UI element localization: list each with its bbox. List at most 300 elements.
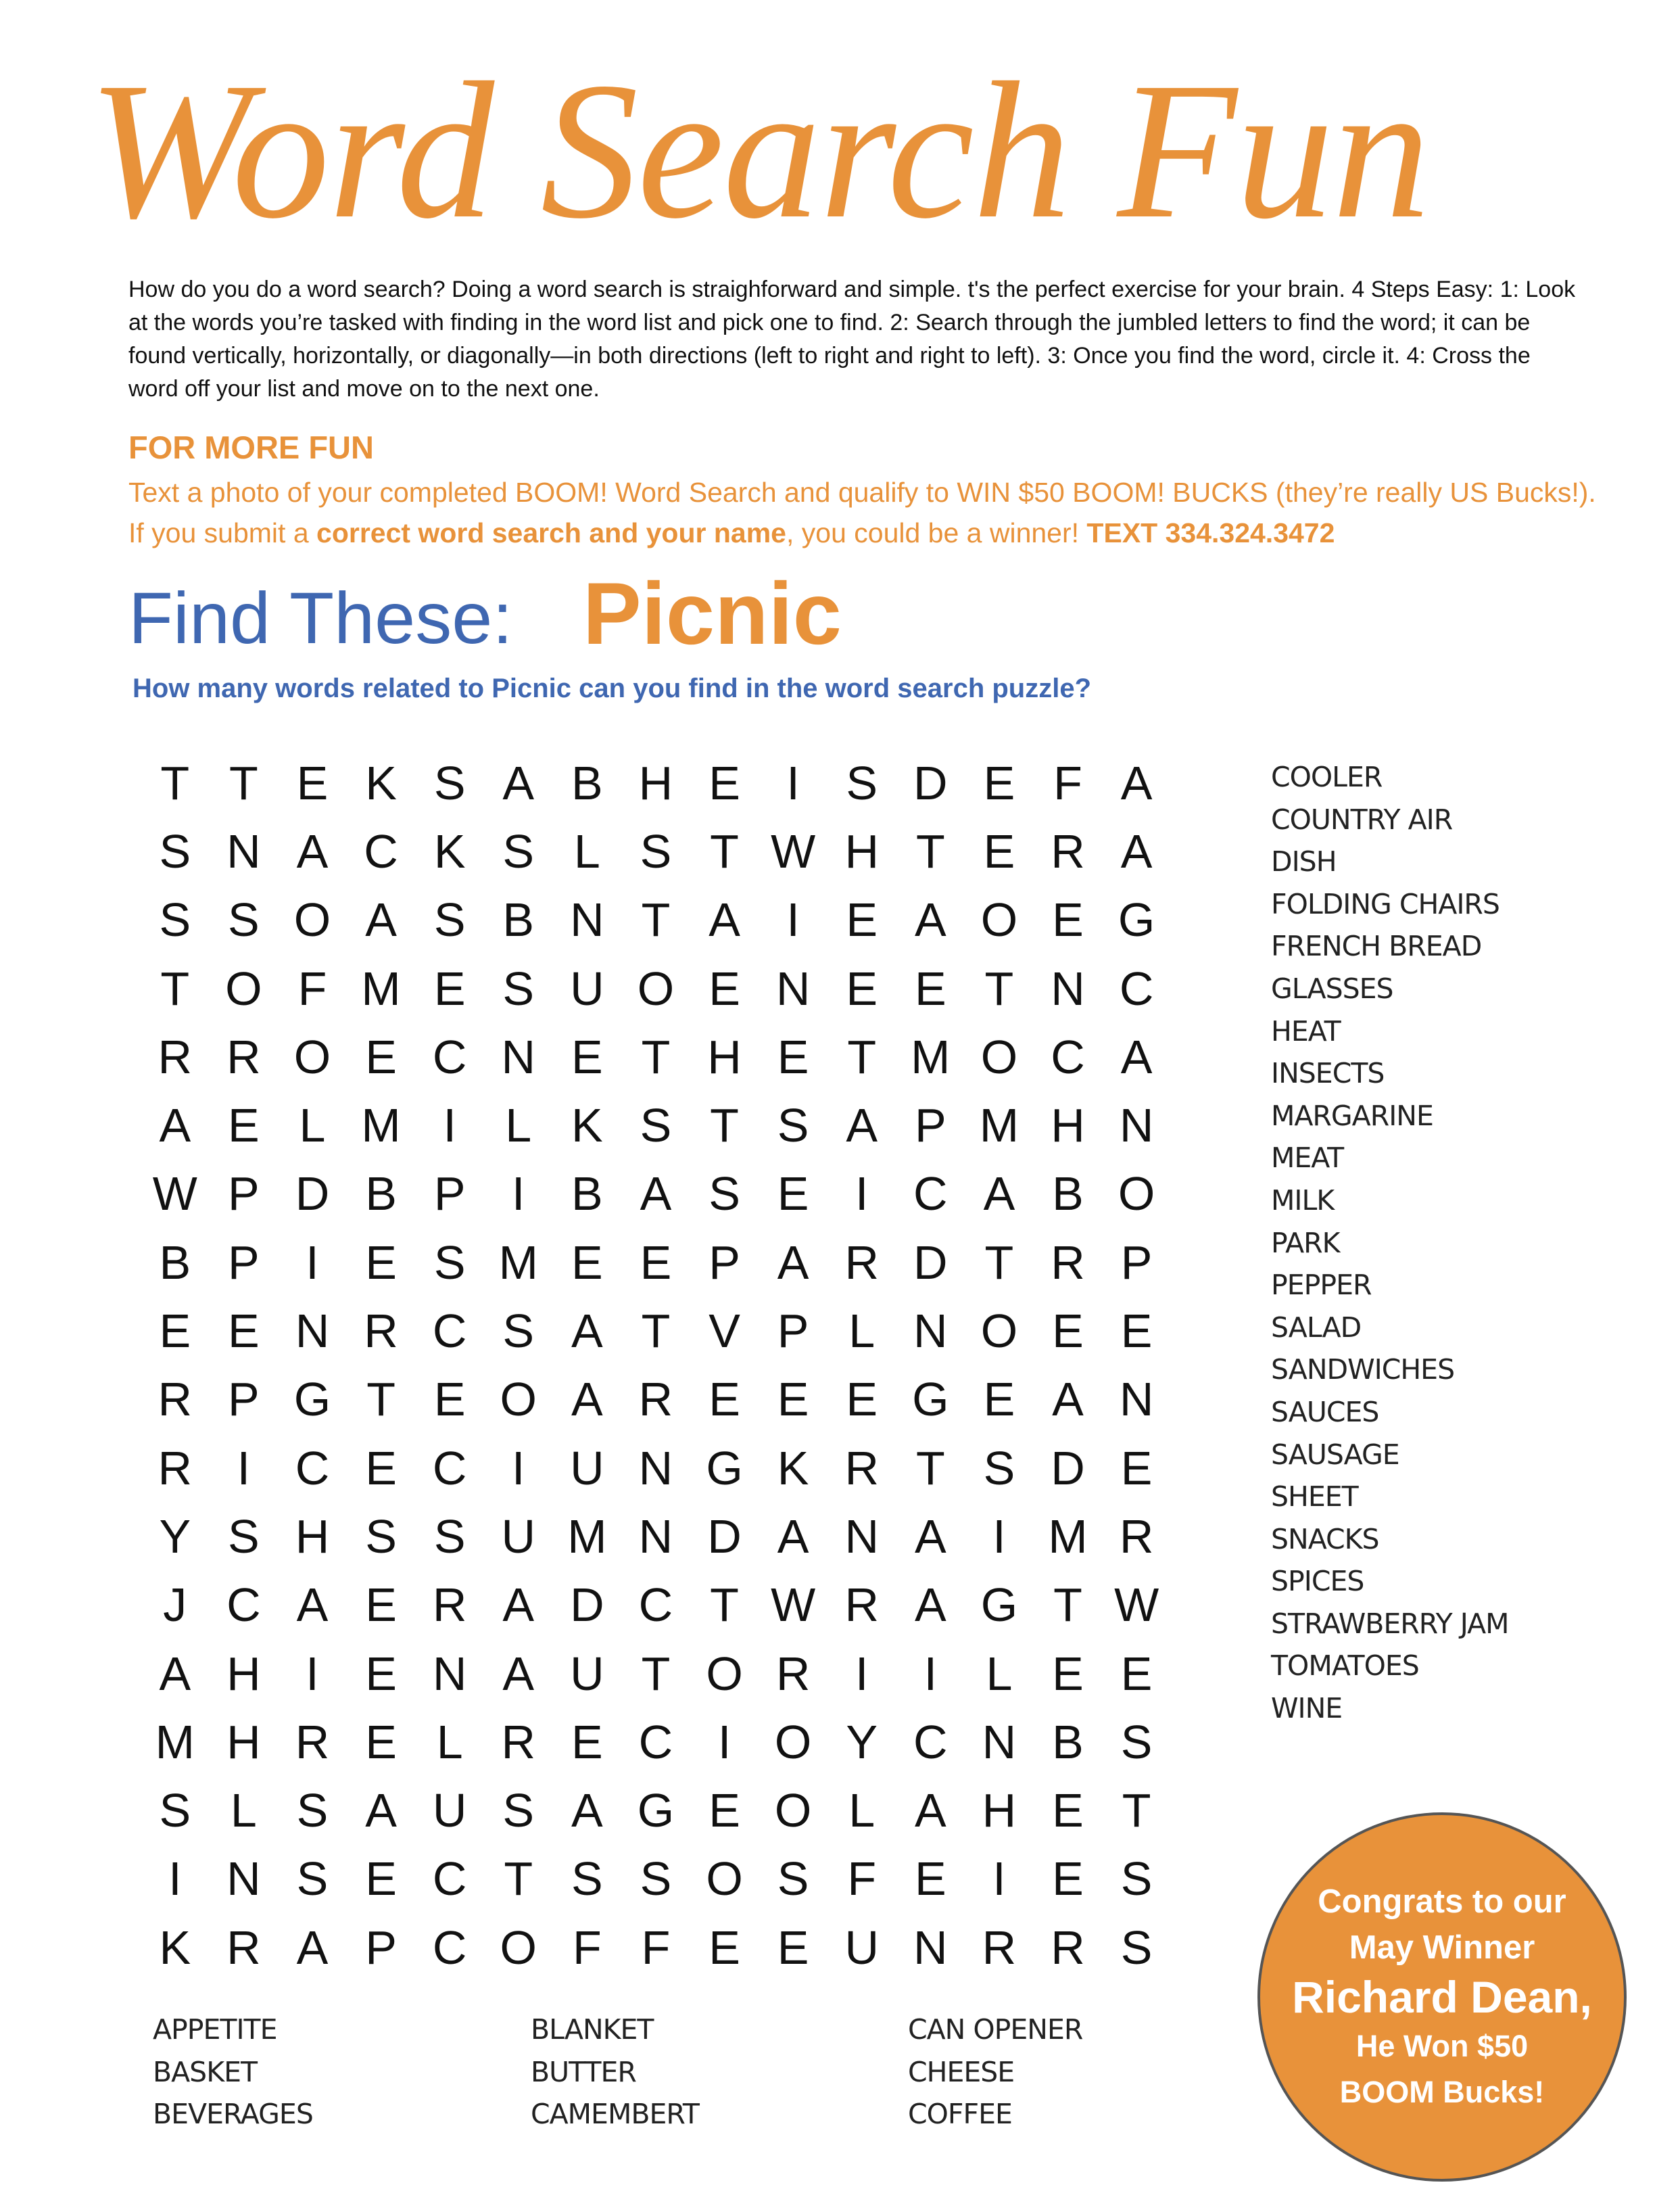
word-list-item: DISH	[1271, 845, 1337, 878]
grid-letter: C	[295, 1441, 330, 1495]
grid-letter: I	[443, 1099, 456, 1152]
grid-letter: C	[432, 1441, 467, 1495]
grid-letter: H	[226, 1647, 261, 1700]
grid-letter: A	[914, 1509, 946, 1563]
grid-letter: A	[777, 1236, 809, 1289]
word-list-item: SALAD	[1271, 1311, 1362, 1344]
grid-letter: R	[432, 1578, 467, 1632]
letter-grid	[141, 749, 1171, 1981]
grid-letter: E	[846, 893, 878, 947]
winner-badge	[1257, 1812, 1627, 2182]
grid-letter: M	[361, 962, 401, 1015]
puzzle-subtitle: How many words related to Picnic can you find in the word search puzzle?	[133, 674, 1092, 703]
grid-letter: D	[295, 1167, 330, 1221]
grid-letter: R	[844, 1236, 880, 1289]
grid-letter: L	[436, 1715, 463, 1768]
word-list-item: CAN OPENER	[908, 2013, 1083, 2046]
page-title: Word Search Fun	[88, 42, 1429, 259]
grid-letter: A	[502, 1647, 535, 1700]
grid-letter: O	[225, 962, 262, 1015]
grid-letter: U	[570, 1647, 604, 1700]
grid-letter: F	[572, 1921, 602, 1974]
grid-letter: T	[710, 1578, 739, 1632]
grid-letter: A	[914, 1578, 946, 1632]
grid-letter: G	[637, 1784, 675, 1837]
word-list-item: COFFEE	[908, 2098, 1012, 2131]
grid-letter: A	[777, 1509, 809, 1563]
grid-letter: E	[365, 1715, 397, 1768]
grid-letter: R	[638, 1373, 673, 1426]
grid-letter: S	[502, 824, 535, 878]
grid-letter: J	[163, 1578, 187, 1632]
grid-letter: E	[1120, 1304, 1153, 1358]
grid-letter: H	[982, 1784, 1017, 1837]
grid-letter: D	[913, 756, 948, 809]
word-list-item: MEAT	[1271, 1142, 1344, 1175]
grid-letter: L	[573, 824, 600, 878]
grid-letter: C	[364, 824, 398, 878]
grid-letter: O	[500, 1921, 537, 1974]
grid-letter: E	[709, 1373, 740, 1426]
text-phone-number: TEXT 334.324.3472	[1086, 517, 1335, 548]
intro-text: How do you do a word search? Doing a word search is straighforward and simple. t's the perfect exercise for your brain. 4 Steps Easy: 1: Look at the words you’re tasked with finding in the word list and pick one to find. 2: Search through the jumbled letters to find the word; it can be found vertically, horizontally, or diagonally—in both directions (left to right and right to left). 3: Once you find the word, circle it. 4: Cross the word off your list and move on to the next one.	[128, 277, 1576, 402]
grid-letter: B	[1052, 1167, 1084, 1221]
grid-letter: W	[1114, 1578, 1159, 1632]
word-list-item: FOLDING CHAIRS	[1271, 887, 1499, 920]
grid-letter: A	[365, 893, 397, 947]
grid-letter: A	[709, 893, 740, 947]
grid-letter: R	[844, 1441, 880, 1495]
word-list-item: SAUCES	[1271, 1395, 1379, 1428]
grid-letter: A	[159, 1647, 191, 1700]
grid-letter: N	[982, 1715, 1017, 1768]
grid-letter: U	[570, 1441, 604, 1495]
grid-letter: K	[433, 824, 466, 878]
word-list-item: PEPPER	[1271, 1269, 1372, 1302]
grid-letter: M	[155, 1715, 195, 1768]
grid-letter: S	[502, 1304, 535, 1358]
grid-letter: N	[1119, 1373, 1154, 1426]
grid-letter: P	[228, 1373, 260, 1426]
grid-letter: E	[365, 1236, 397, 1289]
grid-letter: P	[709, 1236, 740, 1289]
grid-letter: R	[158, 1373, 193, 1426]
grid-letter: O	[293, 1030, 331, 1083]
grid-letter: I	[992, 1509, 1006, 1563]
grid-letter: T	[160, 962, 190, 1015]
grid-letter: I	[786, 756, 800, 809]
grid-letter: A	[640, 1167, 672, 1221]
word-list-item: MARGARINE	[1271, 1099, 1433, 1132]
grid-letter: T	[504, 1852, 533, 1906]
grid-letter: P	[228, 1167, 260, 1221]
grid-letter: B	[571, 1167, 603, 1221]
word-list-item: PARK	[1271, 1226, 1340, 1259]
grid-letter: R	[1051, 824, 1085, 878]
more-fun-text	[128, 472, 1616, 553]
word-list-item: SHEET	[1271, 1480, 1358, 1513]
badge-prize: He Won $50	[1355, 2029, 1529, 2063]
grid-letter: U	[501, 1509, 536, 1563]
grid-letter: M	[911, 1030, 951, 1083]
find-these-label: Find These:	[128, 577, 513, 659]
grid-letter: C	[913, 1167, 948, 1221]
grid-letter: T	[641, 1030, 671, 1083]
grid-letter: N	[295, 1304, 330, 1358]
grid-letter: S	[709, 1167, 740, 1221]
grid-letter: N	[913, 1304, 948, 1358]
grid-letter: G	[980, 1578, 1018, 1632]
grid-letter: S	[433, 756, 466, 809]
grid-letter: C	[638, 1715, 673, 1768]
grid-letter: C	[432, 1921, 467, 1974]
word-list-item: MILK	[1271, 1183, 1335, 1217]
grid-letter: T	[847, 1030, 877, 1083]
grid-letter: G	[1118, 893, 1155, 947]
grid-letter: B	[365, 1167, 397, 1221]
grid-letter: E	[1052, 1852, 1084, 1906]
grid-letter: H	[295, 1509, 330, 1563]
grid-letter: I	[237, 1441, 251, 1495]
grid-letter: N	[775, 962, 811, 1015]
grid-letter: S	[365, 1509, 397, 1563]
grid-letter: S	[228, 1509, 260, 1563]
grid-letter: T	[915, 824, 945, 878]
grid-letter: R	[364, 1304, 398, 1358]
grid-letter: E	[1052, 893, 1084, 947]
word-list-item: INSECTS	[1271, 1057, 1385, 1090]
grid-letter: A	[571, 1373, 603, 1426]
grid-letter: I	[923, 1647, 938, 1700]
grid-letter: D	[570, 1578, 604, 1632]
more-fun-bold-text: correct word search and your name	[316, 517, 786, 548]
grid-letter: E	[914, 1852, 946, 1906]
grid-letter: T	[710, 824, 739, 878]
grid-letter: T	[366, 1373, 395, 1426]
grid-letter: N	[844, 1509, 880, 1563]
grid-letter: A	[914, 1784, 946, 1837]
grid-letter: N	[638, 1441, 673, 1495]
grid-letter: I	[306, 1647, 319, 1700]
grid-letter: U	[570, 962, 604, 1015]
grid-letter: O	[637, 962, 675, 1015]
grid-letter: N	[226, 1852, 261, 1906]
grid-letter: W	[771, 1578, 816, 1632]
grid-letter: Y	[846, 1715, 878, 1768]
grid-letter: E	[777, 1030, 809, 1083]
grid-letter: S	[502, 1784, 535, 1837]
word-list-item: SPICES	[1271, 1565, 1364, 1598]
grid-letter: T	[229, 756, 258, 809]
grid-letter: T	[641, 1647, 671, 1700]
grid-letter: N	[432, 1647, 467, 1700]
grid-letter: S	[983, 1441, 1015, 1495]
grid-letter: H	[1051, 1099, 1085, 1152]
grid-letter: N	[1051, 962, 1085, 1015]
grid-letter: K	[571, 1099, 603, 1152]
grid-letter: A	[983, 1167, 1015, 1221]
grid-letter: E	[777, 1167, 809, 1221]
word-list-item: TOMATOES	[1271, 1649, 1419, 1683]
grid-letter: M	[567, 1509, 607, 1563]
grid-letter: O	[500, 1373, 537, 1426]
grid-letter: F	[1053, 756, 1082, 809]
grid-letter: S	[1120, 1715, 1153, 1768]
grid-letter: E	[571, 1715, 603, 1768]
grid-letter: M	[979, 1099, 1019, 1152]
more-fun-text-part-1: Text a photo of your completed BOOM! Word Search and qualify to WIN $50 BOOM! BUCKS (they’re really US Bucks!). If you submit a	[128, 477, 1596, 548]
grid-letter: A	[296, 1921, 329, 1974]
grid-letter: D	[1051, 1441, 1085, 1495]
grid-letter: W	[152, 1167, 197, 1221]
word-list-item: APPETITE	[153, 2013, 277, 2046]
grid-letter: I	[168, 1852, 182, 1906]
grid-letter: T	[984, 1236, 1014, 1289]
grid-letter: L	[505, 1099, 532, 1152]
grid-letter: A	[914, 893, 946, 947]
grid-letter: S	[433, 1509, 466, 1563]
grid-letter: P	[1120, 1236, 1153, 1289]
grid-letter: C	[432, 1304, 467, 1358]
badge-winner-name: Richard Dean,	[1292, 1972, 1592, 2022]
grid-letter: A	[159, 1099, 191, 1152]
grid-letter: S	[777, 1852, 809, 1906]
grid-letter: M	[361, 1099, 401, 1152]
grid-letter: E	[709, 756, 740, 809]
grid-letter: A	[296, 1578, 329, 1632]
grid-letter: S	[159, 893, 191, 947]
grid-letter: E	[777, 1373, 809, 1426]
grid-letter: A	[1052, 1373, 1084, 1426]
word-list-item: HEAT	[1271, 1014, 1341, 1048]
grid-letter: A	[846, 1099, 878, 1152]
grid-letter: O	[980, 1030, 1018, 1083]
grid-letter: R	[226, 1921, 261, 1974]
grid-letter: H	[226, 1715, 261, 1768]
grid-letter: P	[914, 1099, 946, 1152]
grid-letter: R	[1119, 1509, 1154, 1563]
grid-letter: S	[159, 824, 191, 878]
grid-letter: M	[1048, 1509, 1088, 1563]
grid-letter: V	[709, 1304, 740, 1358]
grid-letter: P	[433, 1167, 466, 1221]
grid-letter: O	[706, 1647, 743, 1700]
grid-letter: I	[992, 1852, 1006, 1906]
grid-letter: E	[571, 1236, 603, 1289]
word-list-bottom-col-3	[908, 2008, 1082, 2136]
grid-letter: T	[1122, 1784, 1151, 1837]
grid-letter: S	[846, 756, 878, 809]
puzzle-topic: Picnic	[583, 564, 842, 663]
grid-letter: O	[980, 893, 1018, 947]
grid-letter: T	[160, 756, 190, 809]
grid-letter: E	[365, 1441, 397, 1495]
badge-congrats: Congrats to our	[1318, 1883, 1566, 1920]
grid-letter: I	[717, 1715, 731, 1768]
grid-letter: B	[159, 1236, 191, 1289]
grid-letter: C	[226, 1578, 261, 1632]
grid-letter: E	[1052, 1784, 1084, 1837]
grid-letter: P	[228, 1236, 260, 1289]
grid-letter: K	[159, 1921, 191, 1974]
grid-letter: E	[571, 1030, 603, 1083]
grid-letter: O	[774, 1784, 812, 1837]
grid-letter: F	[641, 1921, 671, 1974]
grid-letter: E	[228, 1304, 260, 1358]
grid-letter: S	[433, 893, 466, 947]
grid-letter: R	[775, 1647, 811, 1700]
grid-letter: R	[844, 1578, 880, 1632]
grid-letter: E	[709, 1784, 740, 1837]
grid-letter: L	[848, 1304, 875, 1358]
grid-letter: R	[982, 1921, 1017, 1974]
grid-letter: U	[432, 1784, 467, 1837]
grid-letter: H	[844, 824, 880, 878]
grid-letter: E	[365, 1578, 397, 1632]
word-list-item: CAMEMBERT	[531, 2098, 699, 2131]
grid-letter: R	[226, 1030, 261, 1083]
grid-letter: G	[293, 1373, 331, 1426]
grid-letter: T	[710, 1099, 739, 1152]
grid-letter: E	[228, 1099, 260, 1152]
word-list-item: SANDWICHES	[1271, 1353, 1455, 1386]
grid-letter: N	[570, 893, 604, 947]
grid-letter: E	[365, 1030, 397, 1083]
grid-letter: R	[158, 1441, 193, 1495]
grid-letter: S	[640, 1099, 672, 1152]
word-list-item: STRAWBERRY JAM	[1271, 1607, 1509, 1640]
grid-letter: I	[306, 1236, 319, 1289]
grid-letter: C	[638, 1578, 673, 1632]
word-list-item: BLANKET	[531, 2013, 654, 2046]
grid-letter: R	[501, 1715, 536, 1768]
grid-letter: O	[1118, 1167, 1155, 1221]
grid-letter: R	[158, 1030, 193, 1083]
grid-letter: D	[913, 1236, 948, 1289]
badge-month-winner: May Winner	[1349, 1929, 1535, 1966]
grid-letter: N	[226, 824, 261, 878]
grid-letter: T	[984, 962, 1014, 1015]
word-list-bottom-col-1	[153, 2008, 313, 2136]
word-list-item: FRENCH BREAD	[1271, 930, 1482, 963]
grid-letter: T	[1053, 1578, 1082, 1632]
grid-letter: N	[1119, 1099, 1154, 1152]
grid-letter: O	[293, 893, 331, 947]
grid-letter: E	[296, 756, 329, 809]
grid-letter: T	[915, 1441, 945, 1495]
grid-letter: C	[432, 1030, 467, 1083]
grid-letter: E	[914, 962, 946, 1015]
grid-letter: C	[913, 1715, 948, 1768]
grid-letter: W	[771, 824, 816, 878]
grid-letter: E	[983, 824, 1015, 878]
grid-letter: E	[846, 962, 878, 1015]
more-fun-heading: FOR MORE FUN	[128, 429, 374, 465]
grid-letter: A	[365, 1784, 397, 1837]
word-list-item: WINE	[1271, 1692, 1343, 1725]
grid-letter: E	[433, 1373, 466, 1426]
word-list-item: COUNTRY AIR	[1271, 803, 1453, 836]
grid-letter: S	[640, 1852, 672, 1906]
grid-letter: H	[638, 756, 673, 809]
grid-letter: S	[1120, 1852, 1153, 1906]
grid-letter: E	[1120, 1441, 1153, 1495]
grid-letter: E	[1052, 1647, 1084, 1700]
grid-letter: I	[855, 1647, 869, 1700]
grid-letter: P	[777, 1304, 809, 1358]
grid-letter: S	[433, 1236, 466, 1289]
grid-letter: I	[786, 893, 800, 947]
grid-letter: F	[847, 1852, 877, 1906]
grid-letter: A	[571, 1304, 603, 1358]
grid-letter: E	[159, 1304, 191, 1358]
grid-letter: A	[1120, 756, 1153, 809]
word-list-item: SNACKS	[1271, 1522, 1379, 1555]
grid-letter: R	[295, 1715, 330, 1768]
grid-letter: Y	[159, 1509, 191, 1563]
grid-letter: L	[299, 1099, 326, 1152]
word-list-bottom-col-2	[531, 2008, 699, 2136]
grid-letter: A	[502, 756, 535, 809]
word-list-item: BEVERAGES	[153, 2098, 313, 2131]
grid-letter: A	[296, 824, 329, 878]
grid-letter: O	[774, 1715, 812, 1768]
grid-letter: N	[913, 1921, 948, 1974]
word-list-item: CHEESE	[908, 2055, 1015, 2088]
grid-letter: B	[502, 893, 535, 947]
grid-letter: S	[1120, 1921, 1153, 1974]
grid-letter: R	[1051, 1921, 1085, 1974]
grid-letter: L	[230, 1784, 257, 1837]
grid-letter: C	[1051, 1030, 1085, 1083]
grid-letter: T	[641, 893, 671, 947]
grid-letter: S	[296, 1852, 329, 1906]
grid-letter: S	[640, 824, 672, 878]
grid-letter: A	[502, 1578, 535, 1632]
grid-letter: K	[777, 1441, 809, 1495]
grid-letter: B	[1052, 1715, 1084, 1768]
grid-letter: T	[641, 1304, 671, 1358]
grid-letter: D	[707, 1509, 742, 1563]
grid-letter: E	[777, 1921, 809, 1974]
grid-letter: E	[1052, 1304, 1084, 1358]
grid-letter: S	[159, 1784, 191, 1837]
grid-letter: P	[365, 1921, 397, 1974]
grid-letter: C	[432, 1852, 467, 1906]
grid-letter: L	[848, 1784, 875, 1837]
grid-letter: K	[365, 756, 397, 809]
grid-letter: N	[638, 1509, 673, 1563]
grid-letter: E	[433, 962, 466, 1015]
grid-letter: E	[1120, 1647, 1153, 1700]
grid-letter: E	[846, 1373, 878, 1426]
grid-letter: I	[512, 1167, 525, 1221]
grid-letter: N	[501, 1030, 536, 1083]
word-list-item: SAUSAGE	[1271, 1438, 1399, 1471]
grid-letter: A	[1120, 1030, 1153, 1083]
grid-letter: O	[980, 1304, 1018, 1358]
grid-letter: S	[777, 1099, 809, 1152]
grid-letter: S	[228, 893, 260, 947]
grid-letter: C	[1119, 962, 1154, 1015]
grid-letter: R	[1051, 1236, 1085, 1289]
grid-letter: F	[297, 962, 327, 1015]
grid-letter: E	[983, 1373, 1015, 1426]
grid-letter: L	[986, 1647, 1013, 1700]
grid-letter: I	[855, 1167, 869, 1221]
grid-letter: U	[844, 1921, 880, 1974]
grid-letter: E	[365, 1852, 397, 1906]
